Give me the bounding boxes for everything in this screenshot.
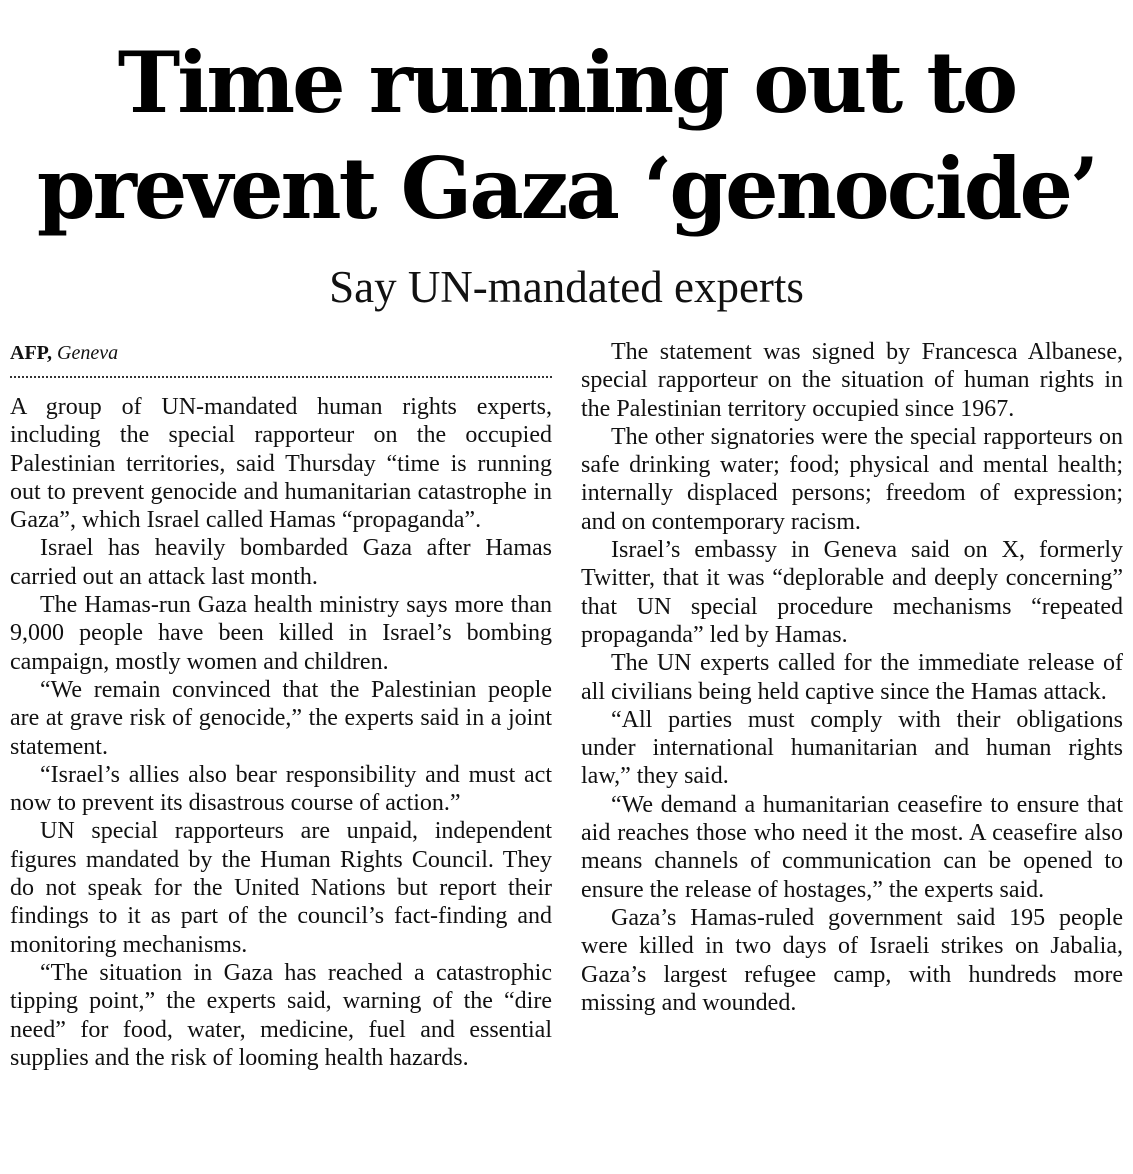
headline [0,30,1133,242]
article-paragraph: The other signatories were the special rapporteurs on safe drinking water; food; physical and mental health; internally displaced persons; freedom of expression; and on contemporary racism. [581,423,1123,535]
article-paragraph: “The situation in Gaza has reached a catastrophic tipping point,” the experts said, warning of the “dire need” for food, water, medicine, fuel and essential supplies and the risk of looming health hazards. [10,959,552,1071]
article-paragraph: The statement was signed by Francesca Albanese, special rapporteur on the situation of human rights in the Palestinian territory occupied since 1967. [581,339,1123,422]
article-paragraph: The UN experts called for the immediate release of all civilians being held captive since the Hamas attack. [581,650,1123,705]
dateline [10,338,552,368]
article-paragraph: The Hamas-run Gaza health ministry says more than 9,000 people have been killed in Israel’s bombing campaign, mostly women and children. [10,592,552,675]
article-paragraph: “We remain convinced that the Palestinian people are at grave risk of genocide,” the experts said in a joint statement. [10,676,552,760]
article-column-right [581,338,1123,1017]
article-paragraph: “Israel’s allies also bear responsibility and must act now to prevent its disastrous course of action.” [10,761,552,817]
article-paragraph: Israel’s embassy in Geneva said on X, formerly Twitter, that it was “deplorable and deeply concerning” that UN special procedure mechanisms “repeated propaganda” led by Hamas. [581,537,1123,648]
article-column-left [10,338,552,1072]
dateline-place: Geneva [57,342,119,364]
headline-line-2: prevent Gaza ‘genocide’ [36,139,1097,238]
article-paragraph: A group of UN-mandated human rights experts, including the special rapporteur on the occupied Palestinian territories, said Thursday “time is running out to prevent genocide and humanitarian catastrophe in Gaza”, which Israel called Hamas “propaganda”. [10,394,552,534]
article-paragraph: “All parties must comply with their obligations under international humanitarian and human rights law,” they said. [581,706,1123,790]
article-paragraph: Israel has heavily bombarded Gaza after Hamas carried out an attack last month. [10,535,552,590]
subheadline: Say UN-mandated experts [329,262,804,312]
dotted-divider [10,376,552,378]
article-paragraph: “We demand a humanitarian ceasefire to ensure that aid reaches those who need it the most. A ceasefire also means channels of communication can be opened to ensure the release of hostages,” the experts said. [581,791,1123,903]
headline-line-1: Time running out to [117,33,1016,132]
article-paragraph: UN special rapporteurs are unpaid, independent figures mandated by the Human Rights Council. They do not speak for the United Nations but report their findings to it as part of the council’s fact-finding and monitoring mechanisms. [10,818,552,958]
article-paragraph: Gaza’s Hamas-ruled government said 195 people were killed in two days of Israeli strikes on Jabalia, Gaza’s largest refugee camp, with hundreds more missing and wounded. [581,904,1123,1016]
dateline-agency: AFP, [10,342,53,364]
